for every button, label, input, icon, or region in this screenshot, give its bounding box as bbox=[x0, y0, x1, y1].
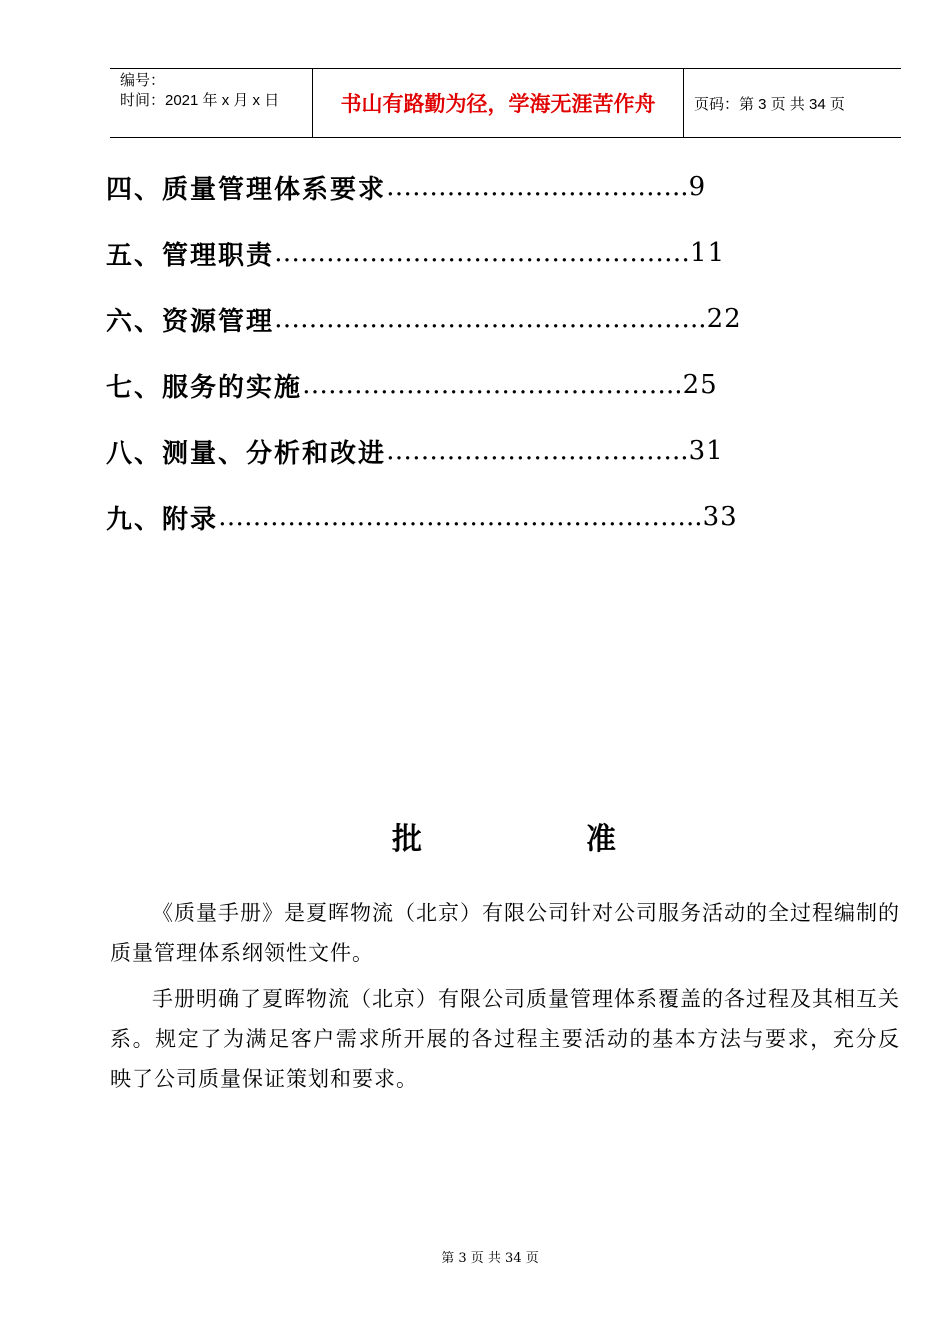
toc-num: 九、 bbox=[106, 504, 163, 535]
toc-title: 管理职责 bbox=[162, 240, 275, 271]
approval-body bbox=[110, 893, 900, 1099]
header-motto: 书山有路勤为径，学海无涯苦作舟 bbox=[312, 69, 684, 137]
toc-leader: ……………………………………………….. bbox=[218, 502, 703, 532]
toc-num: 七、 bbox=[106, 372, 163, 403]
toc-leader: …………………………….. bbox=[386, 172, 689, 202]
approval-heading-char1: 批 bbox=[392, 822, 422, 857]
toc-entry-6[interactable] bbox=[106, 286, 742, 352]
toc-page: 33 bbox=[702, 502, 738, 532]
toc-entry-4[interactable] bbox=[106, 154, 707, 220]
toc-entry-8[interactable] bbox=[106, 418, 724, 484]
toc-num: 四、 bbox=[106, 174, 163, 205]
approval-paragraph-1: 《质量手册》是夏晖物流（北京）有限公司针对公司服务活动的全过程编制的质量管理体系纲领性文件。 bbox=[110, 901, 900, 965]
toc-title: 测量、分析和改进 bbox=[162, 438, 387, 469]
toc-entry-9[interactable] bbox=[106, 484, 738, 550]
toc-leader: ………………………………………….. bbox=[274, 304, 707, 334]
toc-leader: …………………………………….. bbox=[302, 370, 683, 400]
toc-page: 31 bbox=[688, 436, 724, 466]
toc-leader: …………………………….. bbox=[386, 436, 689, 466]
approval-heading bbox=[0, 814, 950, 864]
page-footer: 第 3 页 共 34 页 bbox=[441, 1251, 539, 1266]
header-page-info: 页码：第 3 页 共 34 页 bbox=[694, 95, 845, 113]
toc-title: 服务的实施 bbox=[162, 372, 303, 403]
table-of-contents bbox=[106, 154, 742, 550]
toc-entry-7[interactable] bbox=[106, 352, 718, 418]
toc-title: 附录 bbox=[162, 504, 219, 535]
toc-title: 质量管理体系要求 bbox=[162, 174, 387, 205]
header-date: 时间：2021 年 x 月 x 日 bbox=[120, 92, 280, 109]
page-header bbox=[110, 68, 901, 138]
approval-heading-char2: 准 bbox=[586, 822, 616, 857]
toc-page: 11 bbox=[690, 238, 726, 268]
toc-num: 六、 bbox=[106, 306, 163, 337]
toc-leader: ………………………………………… bbox=[274, 238, 691, 268]
approval-paragraph-2: 手册明确了夏晖物流（北京）有限公司质量管理体系覆盖的各过程及其相互关系。规定了为满足客户需求所开展的各过程主要活动的基本方法与要求，充分反映了公司质量保证策划和要求。 bbox=[110, 987, 900, 1091]
toc-page: 25 bbox=[682, 370, 718, 400]
toc-page: 22 bbox=[706, 304, 742, 334]
toc-num: 五、 bbox=[106, 240, 163, 271]
toc-num: 八、 bbox=[106, 438, 163, 469]
toc-title: 资源管理 bbox=[162, 306, 275, 337]
header-meta bbox=[110, 69, 312, 137]
toc-entry-5[interactable] bbox=[106, 220, 726, 286]
header-code: 编号： bbox=[120, 72, 166, 89]
toc-page: 9 bbox=[688, 172, 707, 202]
